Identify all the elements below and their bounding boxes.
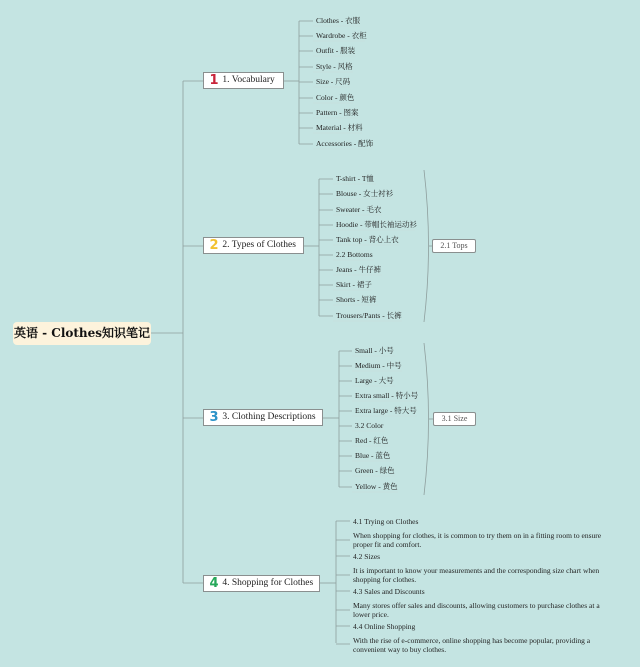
shopping-heading[interactable]: 4.2 Sizes [353, 552, 381, 561]
branch-label: 3. Clothing Descriptions [222, 412, 316, 422]
clothes-type-item[interactable]: Sweater - 毛衣 [336, 205, 382, 214]
shopping-paragraph[interactable]: When shopping for clothes, it is common to try them on in a fitting room to ensure proper fit and comfort. [353, 531, 602, 549]
shopping-heading[interactable]: 4.1 Trying on Clothes [353, 517, 419, 526]
shopping-heading[interactable]: 4.4 Online Shopping [353, 622, 416, 631]
description-item[interactable]: Extra large - 特大号 [355, 406, 417, 415]
description-item[interactable]: Blue - 蓝色 [355, 451, 391, 460]
branch-label: 4. Shopping for Clothes [222, 578, 314, 588]
branch-label: 2. Types of Clothes [222, 240, 296, 250]
branch-shopping-for-clothes[interactable] [203, 575, 320, 592]
branch-label: 1. Vocabulary [222, 75, 275, 85]
vocab-item[interactable]: Material - 材料 [316, 123, 363, 132]
number-badge-2: 2 [209, 238, 219, 253]
description-item[interactable]: Medium - 中号 [355, 361, 402, 370]
description-item[interactable]: Yellow - 黄色 [355, 482, 398, 491]
vocab-item[interactable]: Pattern - 图案 [316, 108, 359, 117]
description-item[interactable]: Red - 红色 [355, 436, 389, 445]
clothes-type-item[interactable]: Shorts - 短裤 [336, 295, 377, 304]
vocab-item[interactable]: Size - 尺码 [316, 77, 351, 86]
shopping-heading[interactable]: 4.3 Sales and Discounts [353, 587, 425, 596]
root-node[interactable]: 英语 - Clothes知识笔记 [13, 322, 151, 345]
clothes-type-item[interactable]: Blouse - 女士衬衫 [336, 189, 394, 198]
size-summary-tag[interactable]: 3.1 Size [433, 412, 476, 426]
clothes-type-item[interactable]: Skirt - 裙子 [336, 280, 372, 289]
branch-vocabulary[interactable] [203, 72, 284, 89]
vocab-item[interactable]: Style - 风格 [316, 62, 353, 71]
vocab-item[interactable]: Color - 颜色 [316, 93, 355, 102]
clothes-type-item[interactable]: Hoodie - 带帽长袖运动衫 [336, 220, 417, 229]
number-badge-1: 1 [209, 73, 219, 88]
number-badge-4: 4 [209, 576, 219, 591]
clothes-type-item[interactable]: T-shirt - T恤 [336, 174, 374, 183]
shopping-paragraph[interactable]: It is important to know your measurements and the corresponding size chart when shopping for clothes. [353, 566, 600, 584]
vocab-item[interactable]: Outfit - 服装 [316, 46, 356, 55]
branch-types-of-clothes[interactable] [203, 237, 304, 254]
number-badge-3: 3 [209, 410, 219, 425]
tops-summary-tag[interactable]: 2.1 Tops [432, 239, 476, 253]
clothes-type-item[interactable]: Jeans - 牛仔裤 [336, 265, 381, 274]
description-item[interactable]: Extra small - 特小号 [355, 391, 419, 400]
shopping-paragraph[interactable]: With the rise of e-commerce, online shopping has become popular, providing a convenient way to buy clothes. [353, 636, 591, 654]
vocab-item[interactable]: Accessories - 配饰 [316, 139, 374, 148]
vocab-item[interactable]: Wardrobe - 衣柜 [316, 31, 367, 40]
shopping-paragraph[interactable]: Many stores offer sales and discounts, allowing customers to purchase clothes at a lower price. [353, 601, 600, 619]
branch-clothing-descriptions[interactable] [203, 409, 323, 426]
clothes-type-item[interactable]: Trousers/Pants - 长裤 [336, 311, 402, 320]
clothes-type-item[interactable]: 2.2 Bottoms [336, 250, 373, 259]
description-item[interactable]: Green - 绿色 [355, 466, 395, 475]
description-item[interactable]: 3.2 Color [355, 421, 384, 430]
vocab-item[interactable]: Clothes - 衣服 [316, 16, 361, 25]
description-item[interactable]: Large - 大号 [355, 376, 394, 385]
clothes-type-item[interactable]: Tank top - 背心上衣 [336, 235, 399, 244]
description-item[interactable]: Small - 小号 [355, 346, 394, 355]
